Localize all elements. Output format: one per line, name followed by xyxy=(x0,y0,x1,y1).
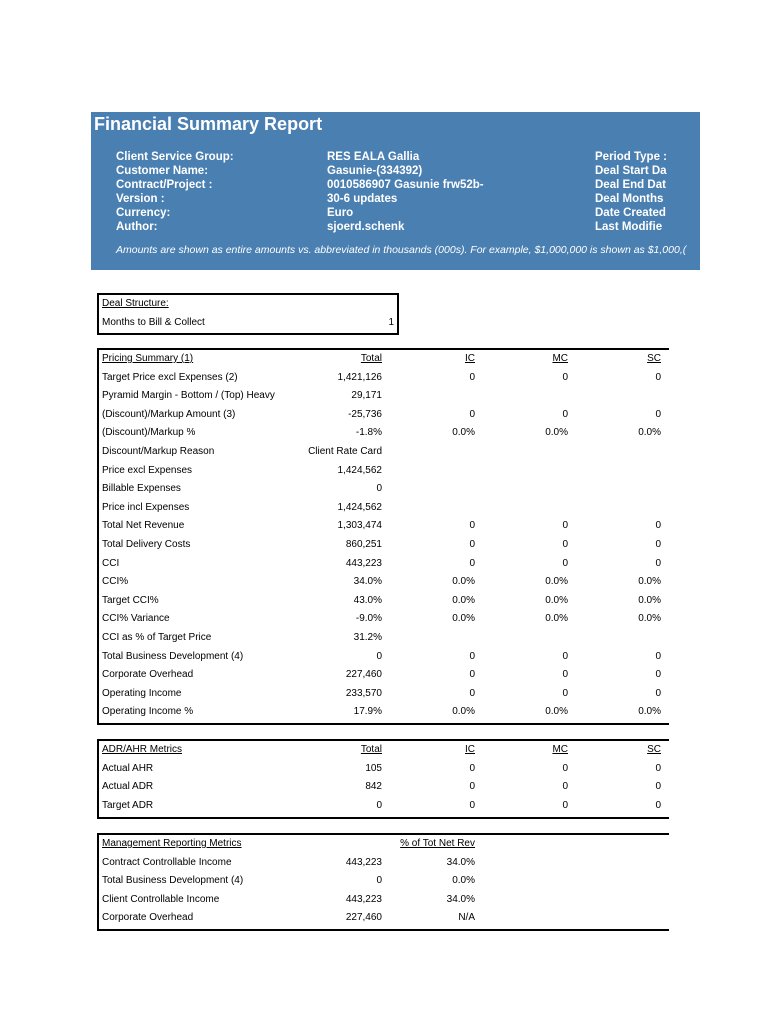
cell-value: 0 xyxy=(655,762,661,774)
cell-value: 0 xyxy=(469,650,475,662)
row-label: Months to Bill & Collect xyxy=(102,317,205,328)
cell-value: 0 xyxy=(562,539,568,550)
column-header: ADR/AHR Metrics xyxy=(102,744,183,755)
cell-value: 0.0% xyxy=(452,576,475,588)
table-row xyxy=(99,480,669,498)
cell-value: 31.2% xyxy=(353,632,382,643)
cell-value: 0 xyxy=(376,799,382,811)
cell-value: 0.0% xyxy=(545,706,568,718)
cell-value: 0 xyxy=(655,781,661,793)
table-row xyxy=(99,872,669,890)
right-field-label: Date Created xyxy=(595,207,666,219)
cell-value: 0 xyxy=(562,557,568,569)
deal-structure-table xyxy=(97,293,399,335)
row-label: Target ADR xyxy=(102,799,154,811)
cell-value: 0 xyxy=(376,650,382,662)
cell-value: 0.0% xyxy=(545,427,568,439)
field-value: sjoerd.schenk xyxy=(327,221,405,233)
row-label: Operating Income xyxy=(102,687,182,699)
right-field-label: Deal Start Da xyxy=(595,165,667,177)
cell-value: 1,303,474 xyxy=(337,520,382,532)
row-label: Client Controllable Income xyxy=(102,893,220,905)
cell-value: 0 xyxy=(376,483,382,495)
cell-value: 0 xyxy=(469,371,475,383)
row-label: Actual AHR xyxy=(102,762,154,774)
cell-value: 0 xyxy=(562,762,568,774)
row-label: CCI% Variance xyxy=(102,613,170,625)
column-header: SC xyxy=(647,744,661,755)
table-row xyxy=(99,909,669,927)
table-row xyxy=(99,536,669,554)
section-title: Deal Structure: xyxy=(102,298,169,309)
cell-value: 105 xyxy=(365,762,382,774)
cell-value: 443,223 xyxy=(345,893,382,905)
table-row xyxy=(99,387,669,405)
table-row xyxy=(99,629,669,647)
report-title: Financial Summary Report xyxy=(94,114,323,134)
cell-value: 842 xyxy=(365,781,382,793)
cell-value: 34.0% xyxy=(446,893,475,905)
table-row xyxy=(99,443,669,461)
table-row xyxy=(99,424,669,442)
table-row xyxy=(99,369,669,387)
table-row xyxy=(99,295,397,313)
field-value: RES EALA Gallia xyxy=(327,151,420,163)
right-field-label: Deal Months xyxy=(595,193,664,205)
table-row xyxy=(99,648,669,666)
cell-value: 0 xyxy=(655,557,661,569)
cell-value: 0 xyxy=(655,520,661,532)
cell-value: 0.0% xyxy=(638,427,661,439)
row-label: Target CCI% xyxy=(102,594,159,606)
cell-value: 0.0% xyxy=(545,576,568,588)
row-label: (Discount)/Markup Amount (3) xyxy=(102,408,236,420)
header-row xyxy=(99,835,669,853)
cell-value: 0 xyxy=(469,762,475,774)
cell-value: 0.0% xyxy=(638,576,661,588)
column-header: SC xyxy=(647,353,661,364)
header-row xyxy=(99,350,669,368)
cell-value: 0 xyxy=(469,520,475,532)
table-row xyxy=(99,666,669,684)
column-header: MC xyxy=(552,744,568,755)
management-metrics-table xyxy=(97,833,669,931)
field-label: Currency: xyxy=(116,207,171,219)
cell-value: 43.0% xyxy=(353,594,382,606)
cell-value: 0 xyxy=(562,669,568,681)
cell-value: 0 xyxy=(562,781,568,793)
field-label: Author: xyxy=(116,221,158,233)
cell-value: 233,570 xyxy=(345,687,382,699)
row-label: Total Business Development (4) xyxy=(102,650,244,662)
cell-value: 0 xyxy=(655,539,661,550)
cell-value: 0.0% xyxy=(638,613,661,625)
table-row xyxy=(99,592,669,610)
cell-value: 0 xyxy=(562,650,568,662)
field-value: Euro xyxy=(327,207,354,219)
field-value: Gasunie-(334392) xyxy=(327,165,423,177)
row-label: Total Business Development (4) xyxy=(102,875,244,887)
cell-value: 17.9% xyxy=(353,706,382,718)
cell-value: 0 xyxy=(562,687,568,699)
table-row xyxy=(99,314,397,332)
cell-value: 0 xyxy=(469,669,475,681)
table-row xyxy=(99,760,669,778)
cell-value: -25,736 xyxy=(348,408,382,420)
adr-ahr-table xyxy=(97,739,669,819)
field-label: Version : xyxy=(116,193,165,205)
table-row xyxy=(99,891,669,909)
cell-value: 0 xyxy=(655,371,661,383)
row-value: 1 xyxy=(388,317,394,328)
row-label: Price incl Expenses xyxy=(102,501,190,513)
row-label: Contract Controllable Income xyxy=(102,856,232,868)
cell-value: 0 xyxy=(469,408,475,420)
table-row xyxy=(99,573,669,591)
cell-value: 0.0% xyxy=(545,613,568,625)
cell-value: 227,460 xyxy=(345,669,382,681)
cell-value: 227,460 xyxy=(345,912,382,924)
column-header: MC xyxy=(552,353,568,364)
column-header: Management Reporting Metrics xyxy=(102,838,242,849)
table-row xyxy=(99,797,669,815)
cell-value: 0.0% xyxy=(452,613,475,625)
right-field-label: Last Modifie xyxy=(595,221,663,233)
column-header: IC xyxy=(465,353,475,364)
table-row xyxy=(99,778,669,796)
column-header: Pricing Summary (1) xyxy=(102,353,194,364)
cell-value: 0 xyxy=(655,687,661,699)
field-value: 0010586907 Gasunie frw52b- xyxy=(327,179,484,191)
cell-value: -9.0% xyxy=(355,613,382,625)
row-label: Discount/Markup Reason xyxy=(102,446,215,457)
cell-value: 0.0% xyxy=(638,594,661,606)
table-row xyxy=(99,610,669,628)
row-label: CCI as % of Target Price xyxy=(102,632,212,643)
row-label: Corporate Overhead xyxy=(102,912,194,924)
cell-value: 0.0% xyxy=(545,594,568,606)
table-row xyxy=(99,555,669,573)
cell-value: 0 xyxy=(655,650,661,662)
field-value: 30-6 updates xyxy=(327,193,398,205)
right-field-label: Period Type : xyxy=(595,151,667,163)
row-label: (Discount)/Markup % xyxy=(102,427,196,439)
row-label: CCI xyxy=(102,557,120,569)
header-row xyxy=(99,741,669,759)
cell-value: 0 xyxy=(655,408,661,420)
cell-value: 1,421,126 xyxy=(337,371,382,383)
table-row xyxy=(99,685,669,703)
cell-value: 34.0% xyxy=(353,576,382,588)
cell-value: 0 xyxy=(562,520,568,532)
row-label: Actual ADR xyxy=(102,781,154,793)
field-label: Client Service Group: xyxy=(116,151,234,163)
cell-value: 0 xyxy=(469,799,475,811)
cell-value: N/A xyxy=(458,912,475,924)
cell-value: 0 xyxy=(469,539,475,550)
table-row xyxy=(99,854,669,872)
cell-value: 0.0% xyxy=(452,706,475,718)
cell-value: 0 xyxy=(376,875,382,887)
column-header: IC xyxy=(465,744,475,755)
right-field-label: Deal End Dat xyxy=(595,179,666,191)
cell-value: 0 xyxy=(562,408,568,420)
table-row xyxy=(99,703,669,721)
cell-value: 0 xyxy=(562,371,568,383)
row-label: CCI% xyxy=(102,576,129,588)
report-header xyxy=(91,112,700,270)
cell-value: 0 xyxy=(469,781,475,793)
row-label: Pyramid Margin - Bottom / (Top) Heavy xyxy=(102,390,275,402)
cell-value: 443,223 xyxy=(345,856,382,868)
cell-value: 0 xyxy=(655,799,661,811)
row-label: Target Price excl Expenses (2) xyxy=(102,371,238,383)
cell-value: 1,424,562 xyxy=(337,464,382,476)
row-label: Total Delivery Costs xyxy=(102,539,191,550)
cell-value: -1.8% xyxy=(355,427,382,439)
cell-value: Client Rate Card xyxy=(308,446,382,457)
cell-value: 0 xyxy=(469,557,475,569)
table-row xyxy=(99,499,669,517)
cell-value: 0.0% xyxy=(452,875,475,887)
row-label: Price excl Expenses xyxy=(102,464,193,476)
cell-value: 860,251 xyxy=(345,539,382,550)
amounts-note: Amounts are shown as entire amounts vs. abbreviated in thousands (000s). For example, $1,000,000 is shown as $1,000,( xyxy=(116,244,687,256)
row-label: Total Net Revenue xyxy=(102,520,185,532)
cell-value: 0.0% xyxy=(638,706,661,718)
cell-value: 0 xyxy=(562,799,568,811)
table-row xyxy=(99,517,669,535)
table-row xyxy=(99,462,669,480)
column-header: Total xyxy=(360,744,382,755)
row-label: Corporate Overhead xyxy=(102,669,194,681)
cell-value: 34.0% xyxy=(446,856,475,868)
column-header: Total xyxy=(360,353,382,364)
field-label: Contract/Project : xyxy=(116,179,213,191)
row-label: Billable Expenses xyxy=(102,483,181,495)
row-label: Operating Income % xyxy=(102,706,194,718)
cell-value: 0 xyxy=(469,687,475,699)
column-header: % of Tot Net Rev xyxy=(400,838,475,849)
field-label: Customer Name: xyxy=(116,165,209,177)
cell-value: 0 xyxy=(655,669,661,681)
cell-value: 1,424,562 xyxy=(337,501,382,513)
cell-value: 29,171 xyxy=(351,390,382,402)
cell-value: 0.0% xyxy=(452,594,475,606)
pricing-summary-table xyxy=(97,348,669,725)
cell-value: 0.0% xyxy=(452,427,475,439)
table-row xyxy=(99,406,669,424)
cell-value: 443,223 xyxy=(345,557,382,569)
